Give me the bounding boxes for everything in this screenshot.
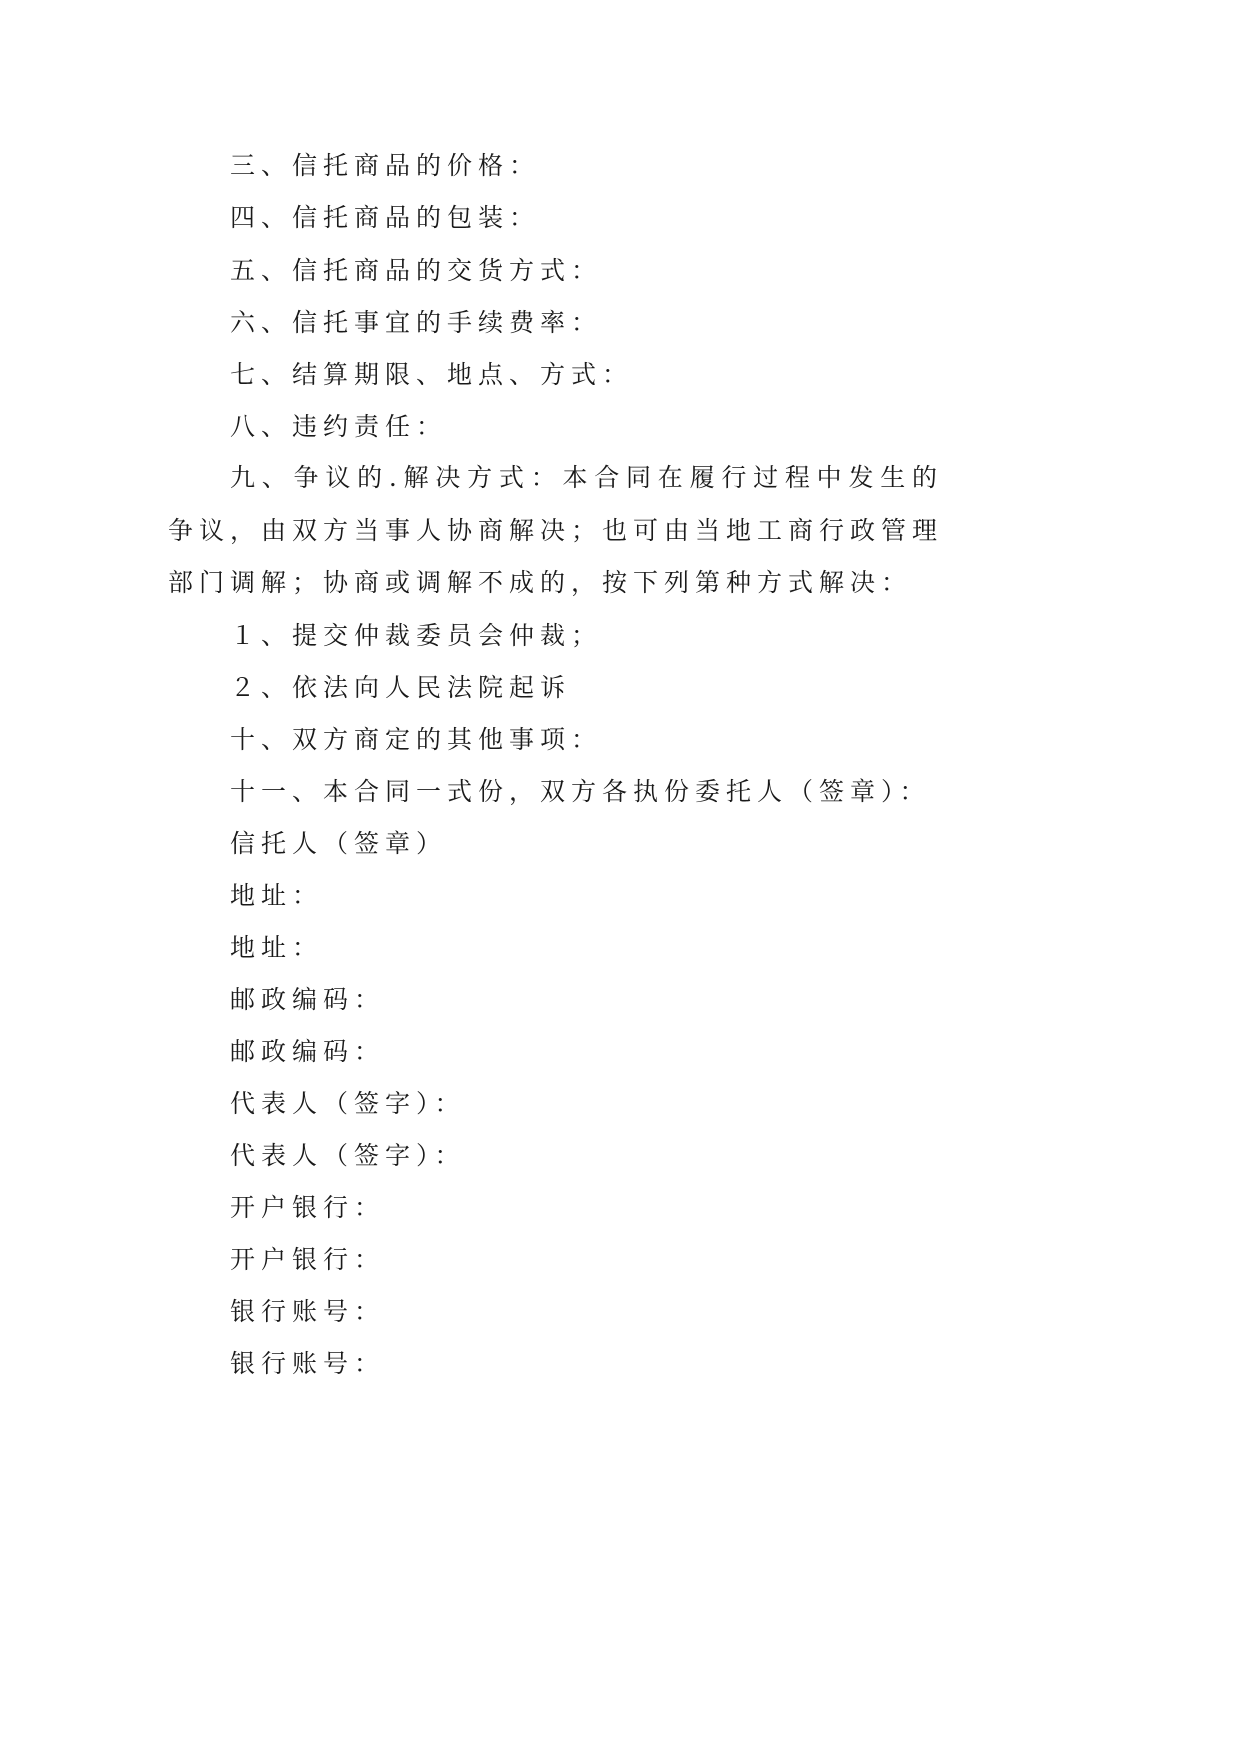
postal-code-label-party-a: 邮政编码： [230,985,386,1014]
clause-9-dispute-resolution: 九、争议的.解决方式：本合同在履行过程中发生的争议，由双方当事人协商解决；也可由当地工商行政管理部门调解；协商或调解不成的，按下列第种方式解决： [168,463,944,597]
dispute-option-2-litigation: ２、依法向人民法院起诉 [230,673,572,702]
address-label-party-a: 地址： [230,881,324,910]
address-label-party-b: 地址： [230,933,324,962]
bank-label-party-a: 开户银行： [230,1193,386,1222]
clause-7-settlement: 七、结算期限、地点、方式： [230,360,634,389]
clause-5-delivery: 五、信托商品的交货方式： [230,256,603,285]
clause-6-fee-rate: 六、信托事宜的手续费率： [230,308,603,337]
clause-4-packaging: 四、信托商品的包装： [230,203,541,232]
bank-label-party-b: 开户银行： [230,1245,386,1274]
trustor-signature-label: 信托人（签章） [230,829,448,858]
dispute-option-1-arbitration: １、提交仲裁委员会仲裁； [230,621,603,650]
representative-label-party-a: 代表人（签字）： [230,1089,466,1118]
representative-label-party-b: 代表人（签字）： [230,1141,466,1170]
clause-10-other-matters: 十、双方商定的其他事项： [230,725,603,754]
postal-code-label-party-b: 邮政编码： [230,1037,386,1066]
clause-11-copies: 十一、本合同一式份，双方各执份委托人（签章）： [230,777,931,806]
clause-3-price: 三、信托商品的价格： [230,151,541,180]
bank-account-label-party-b: 银行账号： [230,1349,386,1378]
clause-8-liability: 八、违约责任： [230,412,448,441]
bank-account-label-party-a: 银行账号： [230,1297,386,1326]
